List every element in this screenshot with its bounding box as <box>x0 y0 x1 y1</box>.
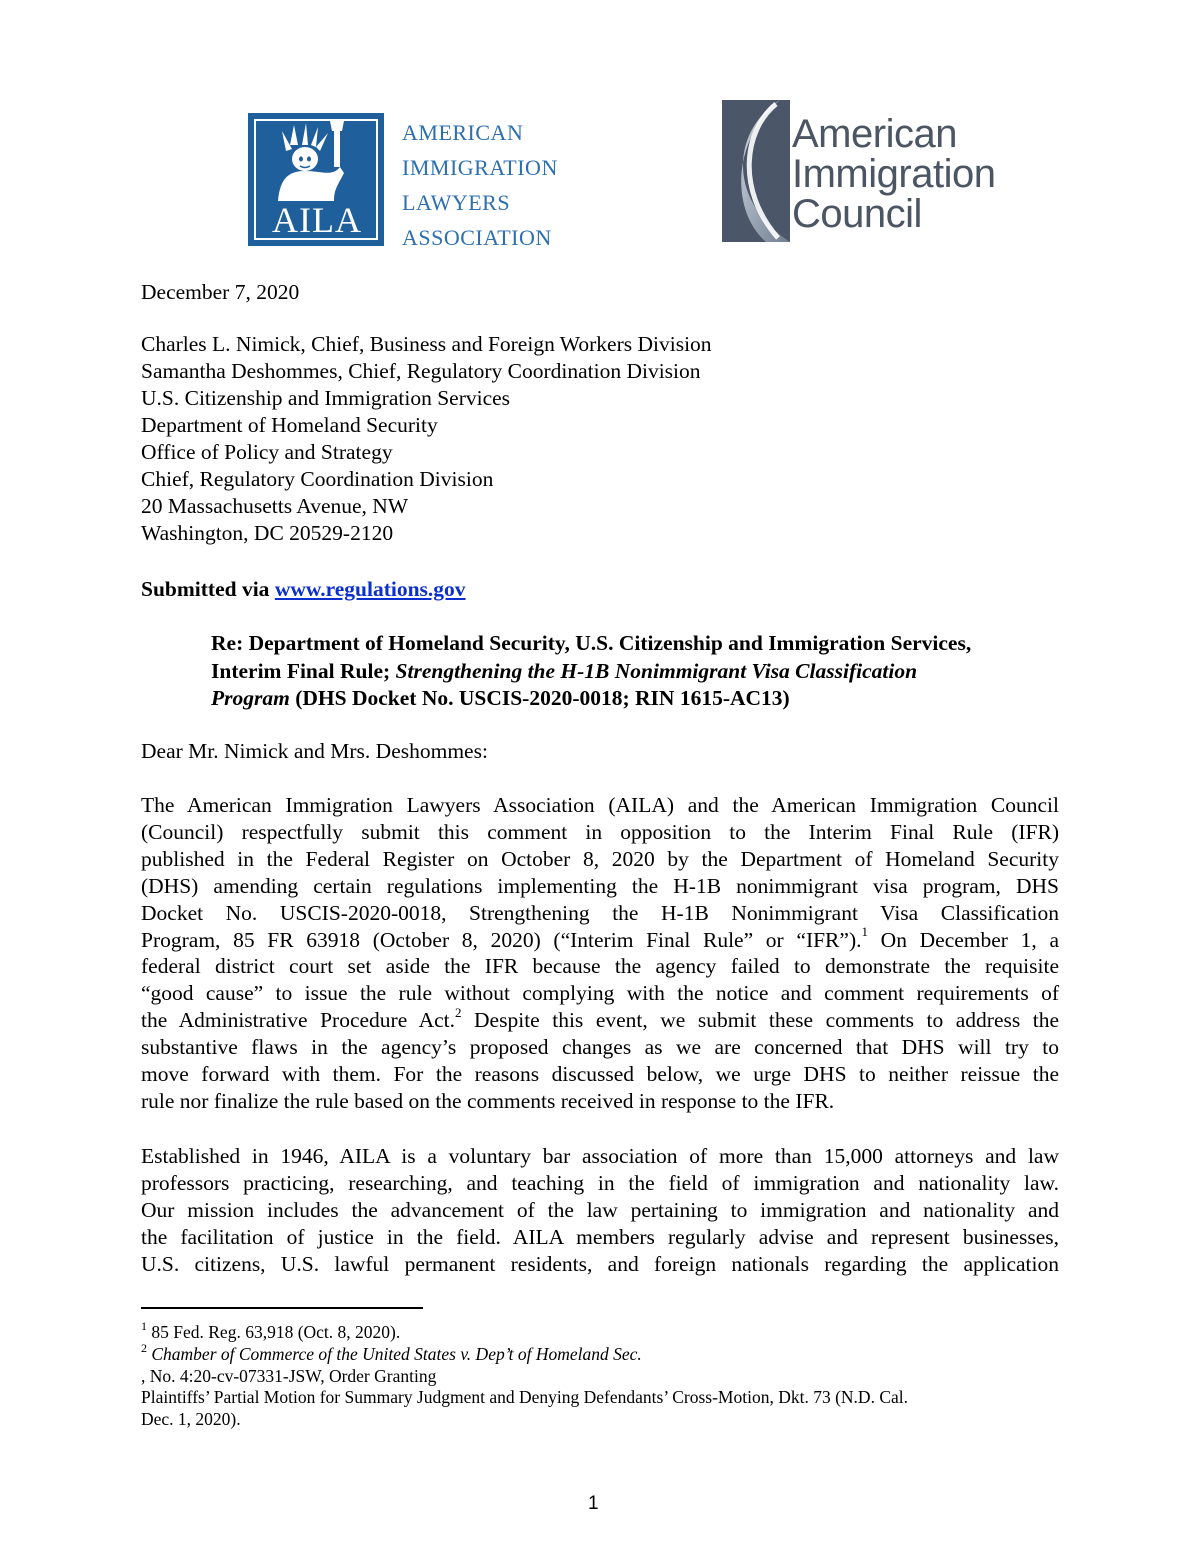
regulations-gov-link[interactable]: www.regulations.gov <box>274 577 466 601</box>
footnote-line <box>141 1341 908 1387</box>
paragraph-line: substantive flaws in the agency’s proposed changes as we are concerned that DHS will try to <box>141 1035 1059 1060</box>
aila-name-line: AMERICAN <box>402 120 524 145</box>
aila-organization-name <box>402 115 558 255</box>
letter-date: December 7, 2020 <box>141 280 300 304</box>
docket-info: (DHS Docket No. USCIS-2020-0018; RIN 1615-AC13) <box>289 686 790 710</box>
paragraph-line: (Council) respectfully submit this comment in opposition to the Interim Final Rule (IFR) <box>141 819 1059 844</box>
paragraph-line: U.S. citizens, U.S. lawful permanent residents, and foreign nationals regarding the application <box>141 1251 1059 1276</box>
address-line: Chief, Regulatory Coordination Division <box>141 467 494 491</box>
line-text: the Administrative Procedure Act. <box>141 1008 456 1033</box>
paragraph-line: Our mission includes the advancement of the law pertaining to immigration and nationality and <box>141 1197 1059 1222</box>
paragraph-line: the facilitation of justice in the field. AILA members regularly advise and represent businesses, <box>141 1224 1059 1249</box>
page-number: 1 <box>588 1493 599 1514</box>
footnote-line: Dec. 1, 2020). <box>141 1408 241 1429</box>
footnote-number: 2 <box>141 1341 147 1356</box>
aila-abbrev: AILA <box>272 200 362 240</box>
subject-text: Interim Final Rule; <box>211 658 396 683</box>
paragraph-line: The American Immigration Lawyers Association (AILA) and the American Immigration Council <box>141 793 1059 817</box>
footnote-number: 1 <box>141 1319 147 1334</box>
subject-line-1: Re: Department of Homeland Security, U.S. Citizenship and Immigration Services, <box>211 631 972 655</box>
footnote-divider <box>141 1307 423 1309</box>
aila-logo-box <box>248 113 384 246</box>
paragraph-line: federal district court set aside the IFR because the agency failed to demonstrate the requisite <box>141 954 1059 979</box>
subject-line-2 <box>211 658 1061 686</box>
subject-line <box>211 630 1061 713</box>
paragraph-line: Established in 1946, AILA is a voluntary bar association of more than 15,000 attorneys and law <box>141 1144 1059 1168</box>
aila-name-line: IMMIGRATION <box>402 155 558 180</box>
address-line: U.S. Citizenship and Immigration Services <box>141 386 511 410</box>
council-name-line: Immigration <box>792 152 996 196</box>
aila-name-line: ASSOCIATION <box>402 225 552 250</box>
line-text: On December 1, a <box>867 927 1059 952</box>
address-line: Samantha Deshommes, Chief, Regulatory Coordination Division <box>141 359 701 383</box>
address-line: 20 Massachusetts Avenue, NW <box>141 494 409 518</box>
line-text: Program, 85 FR 63918 (October 8, 2020) (“Interim Final Rule” or “IFR”). <box>141 927 862 952</box>
address-line: Washington, DC 20529-2120 <box>141 521 394 545</box>
footnote-1 <box>141 1319 401 1344</box>
aila-logo <box>248 113 578 248</box>
footnote-marker-2[interactable]: 2 <box>455 1005 462 1021</box>
salutation: Dear Mr. Nimick and Mrs. Deshommes: <box>141 739 488 763</box>
paragraph-intro <box>141 792 1059 1115</box>
rule-title-end: Program <box>211 686 290 710</box>
paragraph-line: Docket No. USCIS-2020-0018, Strengthening the H-1B Nonimmigrant Visa Classification <box>141 900 1059 925</box>
case-name: Chamber of Commerce of the United States v. Dep’t of Homeland Sec. <box>147 1344 642 1364</box>
footnote-text: 85 Fed. Reg. 63,918 (Oct. 8, 2020). <box>147 1322 401 1342</box>
council-swoosh-icon <box>722 100 790 242</box>
paragraph-line: (DHS) amending certain regulations implementing the H-1B nonimmigrant visa program, DHS <box>141 873 1059 898</box>
paragraph-line: move forward with them. For the reasons discussed below, we urge DHS to neither reissue the <box>141 1062 1059 1087</box>
council-organization-name <box>792 114 995 234</box>
paragraph-line: rule nor finalize the rule based on the comments received in response to the IFR. <box>141 1088 835 1113</box>
address-line: Office of Policy and Strategy <box>141 440 393 464</box>
paragraph-line: professors practicing, researching, and teaching in the field of immigration and nationality law. <box>141 1170 1059 1195</box>
footnote-line: Plaintiffs’ Partial Motion for Summary Judgment and Denying Defendants’ Cross-Motion, Dkt. 73 (N.D. Cal. <box>141 1387 908 1407</box>
council-logo <box>722 100 1012 242</box>
footnote-text: , No. 4:20-cv-07331-JSW, Order Granting <box>141 1365 437 1386</box>
line-text: Despite this event, we submit these comments to address the <box>461 1008 1060 1033</box>
council-name-line: Council <box>792 192 922 236</box>
paragraph-line: published in the Federal Register on October 8, 2020 by the Department of Homeland Security <box>141 846 1059 871</box>
council-name-line: American <box>792 112 957 156</box>
paragraph-line <box>141 1007 1059 1034</box>
submitted-prefix: Submitted via <box>141 577 275 601</box>
paragraph-line <box>141 924 1059 954</box>
footnote-marker-1[interactable]: 1 <box>861 924 868 940</box>
address-line: Charles L. Nimick, Chief, Business and Foreign Workers Division <box>141 332 712 356</box>
subject-line-3 <box>211 685 1061 713</box>
paragraph-aila-background <box>141 1143 1059 1278</box>
address-line: Department of Homeland Security <box>141 413 438 437</box>
rule-title: Strengthening the H-1B Nonimmigrant Visa Classification <box>395 658 918 683</box>
recipient-address <box>141 331 712 547</box>
submission-note <box>141 576 466 603</box>
aila-name-line: LAWYERS <box>402 190 511 215</box>
footnote-2 <box>141 1341 908 1430</box>
statue-of-liberty-icon <box>254 119 378 201</box>
paragraph-line: “good cause” to issue the rule without complying with the notice and comment requirements of <box>141 981 1059 1006</box>
